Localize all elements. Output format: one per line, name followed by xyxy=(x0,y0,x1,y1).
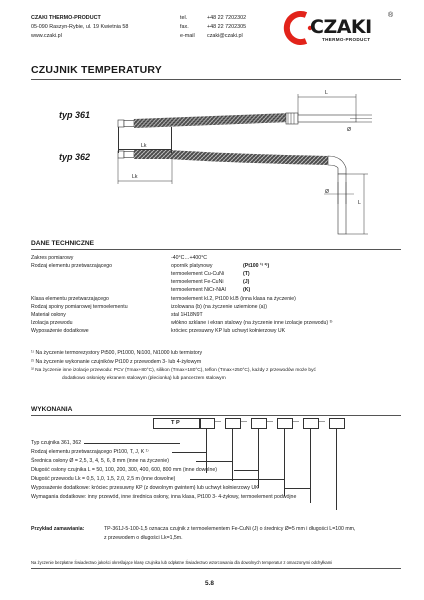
tech-label-extras: Wyposażenie dodatkowe xyxy=(31,328,89,334)
company-website[interactable]: www.czaki.pl xyxy=(31,33,62,39)
dim-phi-361: Ø xyxy=(347,127,352,133)
dim-lk-362: Lk xyxy=(132,174,138,180)
order-row-requirements: Wymagania dodatkowe: inny przewód, inne średnica osłony, inna klasa, Pt100 3- 4-żyłowy, termoelement podwójne xyxy=(31,494,297,500)
company-address: 05-090 Raszyn-Rybie, ul. 19 Kwietnia 58 xyxy=(31,24,129,30)
note-3-cont: dodatkowo osłonięty ekranem stalowym (plecionką) lub pancerzem stalowym xyxy=(62,376,226,381)
tech-label-class: Klasa elementu przetwarzającego xyxy=(31,296,109,302)
tech-label-material: Materiał osłony xyxy=(31,312,66,318)
order-row-type: Typ czujnika 361, 362 xyxy=(31,440,82,446)
code-extras-box xyxy=(303,418,319,429)
dim-l-361: L xyxy=(325,90,328,96)
tech-value-class: termoelement kl.2, Pt100 kl.B (inna klasa na życzenie) xyxy=(171,296,296,302)
tel-label: tel. xyxy=(180,15,188,21)
email-value[interactable]: czaki@czaki.pl xyxy=(207,33,243,39)
ordering-rule xyxy=(31,415,401,416)
tech-value-insulation: włókno szklane i ekran stalowy (na życzenie inne izolacje przewodu) ³⁾ xyxy=(171,320,333,326)
leader-v-6 xyxy=(336,429,337,510)
code-cable-box xyxy=(277,418,293,429)
order-row-cable: Długość przewodu Lk = 0,5, 1,0, 1,5, 2,0, 2,5 m (inne dowolne) xyxy=(31,476,176,482)
tech-code-element-1: (Pt100 ¹⁾ ²⁾) xyxy=(243,263,270,269)
code-length-box xyxy=(251,418,267,429)
example-line-2: z przewodem o długości Lk=1,5m. xyxy=(104,535,183,541)
tech-value-range: -40°C…+400°C xyxy=(171,255,208,261)
order-row-diameter: Średnica osłony Ø = 2,5, 3, 4, 5, 6, 8 mm (inne na życzenie) xyxy=(31,458,169,464)
sensor-362-drawing xyxy=(118,150,368,234)
leader-h-5 xyxy=(284,488,310,489)
footer-rule xyxy=(31,568,401,569)
tech-label-junction: Rodzaj spoiny pomiarowej termoelementu xyxy=(31,304,128,310)
code-prefix-text: T P xyxy=(171,420,180,426)
lk-361-ext-right xyxy=(171,127,172,153)
note-1: ¹⁾ Na życzenie termorezystory Pt500, Pt1000, Ni100, Ni1000 lub termistory xyxy=(31,350,203,356)
order-code-template xyxy=(153,418,383,429)
dim-phi-362: Ø xyxy=(325,189,330,195)
tech-value-element-3: termoelement Fe-CuNi xyxy=(171,279,224,285)
leader-h-4 xyxy=(190,479,284,480)
company-name: CZAKI THERMO-PRODUCT xyxy=(31,15,101,21)
sensor-361-drawing xyxy=(118,94,372,128)
tech-value-element-4: termoelement NiCr-NiAl xyxy=(171,287,226,293)
note-3: ³⁾ Na życzenie inne izolacje przewodu: PCV (Tmax+80°C), silikon (Tmax+180°C), teflon (Tmax+250°C), każdy z przewodów może być xyxy=(31,368,316,373)
tech-value-element-1: opornik platynowy xyxy=(171,263,213,269)
leader-v-4 xyxy=(284,429,285,496)
tech-code-element-2: (T) xyxy=(243,271,250,277)
leader-h-1 xyxy=(172,452,206,453)
code-dash-3: — xyxy=(267,419,273,425)
code-dash-2: — xyxy=(241,419,247,425)
page-number: 5.8 xyxy=(205,580,214,587)
company-logo xyxy=(276,10,400,46)
example-label: Przykład zamawiania: xyxy=(31,526,85,532)
tech-rule xyxy=(31,249,401,250)
example-line-1: TP-361J-5-100-1,5 oznacza czujnik z termoelementem Fe-CuNi (J) o średnicy Ø=5 mm i długości L=100 mm, xyxy=(104,526,356,532)
tech-value-element-2: termoelement Cu-CuNi xyxy=(171,271,225,277)
code-type-box xyxy=(199,418,215,429)
tel-value: +48 22 7202302 xyxy=(207,15,247,21)
tech-value-junction: izolowana (b) (na życzenie uziemione (a)) xyxy=(171,304,268,310)
dim-lk-361: Lk xyxy=(141,143,147,149)
tech-code-element-3: (J) xyxy=(243,279,250,285)
email-label: e-mail xyxy=(180,33,195,39)
title-rule xyxy=(31,79,401,80)
fax-value: +48 22 7202305 xyxy=(207,24,247,30)
tech-code-element-4: (K) xyxy=(243,287,251,293)
tech-label-element: Rodzaj elementu przetwarzającego xyxy=(31,263,113,269)
tech-value-material: stal 1H18N9T xyxy=(171,312,203,318)
leader-v-5 xyxy=(310,429,311,503)
code-dash-1: — xyxy=(215,419,221,425)
tech-value-extras: króciec przesuwny KP lub uchwyt kołnierzowy UK xyxy=(171,328,286,334)
page-title: CZUJNIK TEMPERATURY xyxy=(31,64,162,76)
leader-h-0 xyxy=(84,443,180,444)
code-dash-4: — xyxy=(293,419,299,425)
logo-text: CZAKI xyxy=(310,16,372,38)
code-dash-5: — xyxy=(319,419,325,425)
order-row-extras: Wyposażenie dodatkowe: króciec przesuwny KP (z dowolnym gwintem) lub uchwyt kołnierzowy UK xyxy=(31,485,259,491)
order-row-length: Długość osłony czujnika L = 50, 100, 200, 300, 400, 600, 800 mm (inne dowolne) xyxy=(31,467,217,473)
order-row-element: Rodzaj elementu przetwarzającego Pt100, T, J, K ¹⁾ xyxy=(31,449,149,455)
logo-registered: ® xyxy=(388,12,394,19)
code-requirements-box xyxy=(329,418,345,429)
leader-h-2 xyxy=(196,461,232,462)
sensor-drawings xyxy=(110,82,380,242)
tech-label-insulation: Izolacja przewodu xyxy=(31,320,73,326)
code-diameter-box xyxy=(225,418,241,429)
leader-h-3 xyxy=(234,470,258,471)
tech-heading: DANE TECHNICZNE xyxy=(31,240,95,247)
note-2: ²⁾ Na życzenie wykonanie czujników Pt100 z przewodem 3- lub 4-żyłowym xyxy=(31,359,202,365)
dim-l-362: L xyxy=(358,200,361,206)
footer-note: Na życzenie bezpłatne Świadectwo jakości określające klasę czujnika lub odpłatne Świadectwo wzorcowania dla dowolnych temperatur z omaczonymi odchyłkami xyxy=(31,560,333,565)
leader-v-2 xyxy=(232,429,233,481)
tech-label-range: Zakres pomiarowy xyxy=(31,255,74,261)
fax-label: fax. xyxy=(180,24,189,30)
type-361-label: typ 361 xyxy=(59,110,91,120)
type-362-label: typ 362 xyxy=(59,152,91,162)
logo-subtext: THERMO-PRODUCT xyxy=(322,37,371,42)
ordering-heading: WYKONANIA xyxy=(31,406,73,413)
